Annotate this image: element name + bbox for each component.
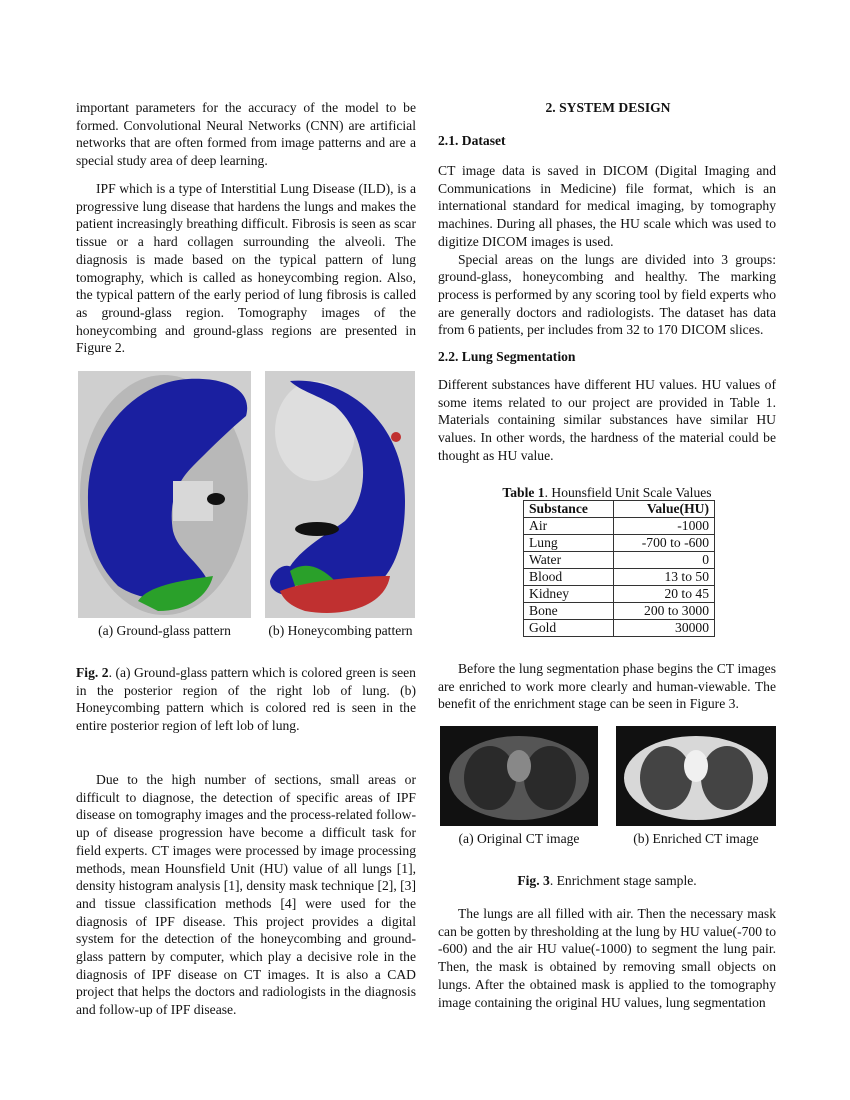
table-label: Table 1 [502, 485, 545, 500]
table-row [524, 603, 715, 620]
subsection-heading-segmentation: 2.2. Lung Segmentation [438, 349, 576, 364]
table-header: Substance [524, 501, 614, 518]
paragraph-text: Before the lung segmentation phase begins the CT images are enriched to work more clearly and human-viewable. The benefit of the enrichment stage can be seen in Figure 3. [438, 661, 776, 712]
fig3-subcaption-b: (b) Enriched CT image [633, 831, 759, 846]
table-cell: Gold [524, 620, 614, 637]
table-cell: Kidney [524, 586, 614, 603]
paragraph-text: important parameters for the accuracy of the model to be formed. Convolutional Neural Networks (CNN) are artificial networks that are often formed from image patterns and are a special study area of deep learning. [76, 100, 416, 169]
section-heading: 2. SYSTEM DESIGN [545, 100, 671, 115]
table-header-row [524, 501, 715, 518]
caption-text: . Enrichment stage sample. [549, 873, 697, 888]
table-cell: 0 [614, 552, 715, 569]
left-paragraph-1 [76, 99, 416, 170]
ground-glass-ct-image [78, 371, 251, 618]
table-row [524, 620, 715, 637]
right-paragraph-3 [438, 376, 776, 465]
hu-table [523, 500, 715, 637]
fig2-subcaption-a: (a) Ground-glass pattern [98, 623, 231, 638]
paragraph-text: Special areas on the lungs are divided into 3 groups: ground-glass, honeycombing and healthy. The marking process is performed by any scoring tool by field experts who are generally doctors and radiologists. The dataset has data from 6 patients, per includes from 32 to 170 DICOM slices. [438, 251, 776, 338]
right-paragraph-4 [438, 660, 776, 713]
enriched-ct-image [616, 726, 776, 826]
caption-text: . (a) Ground-glass pattern which is colored green is seen in the posterior region of the right lob of lung. (b) Honeycombing pattern which is colored red is seen in the entire posterior region of left lob of lung. [76, 665, 416, 734]
table-cell: 13 to 50 [614, 569, 715, 586]
table-row [524, 586, 715, 603]
table-row [524, 535, 715, 552]
table-row [524, 518, 715, 535]
table-row [524, 569, 715, 586]
table-cell: 200 to 3000 [614, 603, 715, 620]
table-cell: Blood [524, 569, 614, 586]
subsection-heading-dataset: 2.1. Dataset [438, 133, 506, 148]
paragraph-text: CT image data is saved in DICOM (Digital Imaging and Communications in Medicine) file format, which is an international standard for medical imaging, by tomography machines. During all phases, the HU scale which was used to digitize DICOM images is used. [438, 163, 776, 249]
table-cell: Bone [524, 603, 614, 620]
paragraph-text: Due to the high number of sections, small areas or difficult to diagnose, the detection of specific areas of IPF disease on tomography images and the process-related follow-up of disease progression have become a difficult task for field experts. CT images were processed by image processing methods, mean Hounsfield Unit (HU) value of all lungs [1], density histogram analysis [1], density mask technique [2], [3] and tissue classification methods [4] were used for the diagnosis of IPF disease. This project provides a digital system for the detection of the honeycombing and ground-glass pattern by computer, which play a decisive role in the diagnosis of IPF disease on CT images. It is also a CAD project that helps the doctors and radiologists in the diagnosis and follow-up of IPF disease. [76, 772, 416, 1018]
left-paragraph-3 [76, 771, 416, 1019]
table-cell: -700 to -600 [614, 535, 715, 552]
paragraph-text: Different substances have different HU values. HU values of some items related to our project are provided in Table 1. Materials containing similar substances have similar HU values. In other words, the hardness of the material could be thought as HU value. [438, 377, 776, 463]
right-paragraph-1 [438, 162, 776, 339]
table-header: Value(HU) [614, 501, 715, 518]
right-paragraph-5 [438, 905, 776, 1011]
table-row [524, 552, 715, 569]
fig2-label: Fig. 2 [76, 665, 109, 680]
table-cell: -1000 [614, 518, 715, 535]
fig3-caption [438, 872, 776, 890]
honeycombing-ct-image [265, 371, 415, 618]
left-paragraph-2 [76, 180, 416, 357]
caption-text: . Hounsfield Unit Scale Values [544, 485, 712, 500]
paragraph-text: The lungs are all filled with air. Then the necessary mask can be gotten by thresholding at the lung by HU value(-700 to -600) and the air HU value(-1000) to segment the lung pair. Then, the mask is obtained by removing small objects on lungs. After the obtained mask is applied to the tomography image containing the original HU values, lung segmentation [438, 906, 776, 1010]
fig2-subcaption-b: (b) Honeycombing pattern [268, 623, 413, 638]
table-cell: Lung [524, 535, 614, 552]
table-cell: 20 to 45 [614, 586, 715, 603]
fig2-caption [76, 664, 416, 735]
paragraph-text: IPF which is a type of Interstitial Lung Disease (ILD), is a progressive lung disease that hardens the lungs and makes the patient increasingly breathing difficult. Fibrosis is seen as scar tissue or a hard collagen surrounding the alveoli. The diagnosis is made based on the typical pattern of lung tomography, which is called as honeycombing region. Also, the typical pattern of the early period of lung fibrosis is called as ground-glass region. Tomography images of the honeycombing and ground-glass regions are presented in Figure 2. [76, 181, 416, 356]
table-cell: Air [524, 518, 614, 535]
table-cell: Water [524, 552, 614, 569]
fig3-label: Fig. 3 [517, 873, 550, 888]
fig3-subcaption-a: (a) Original CT image [458, 831, 580, 846]
original-ct-image [440, 726, 598, 826]
table-cell: 30000 [614, 620, 715, 637]
